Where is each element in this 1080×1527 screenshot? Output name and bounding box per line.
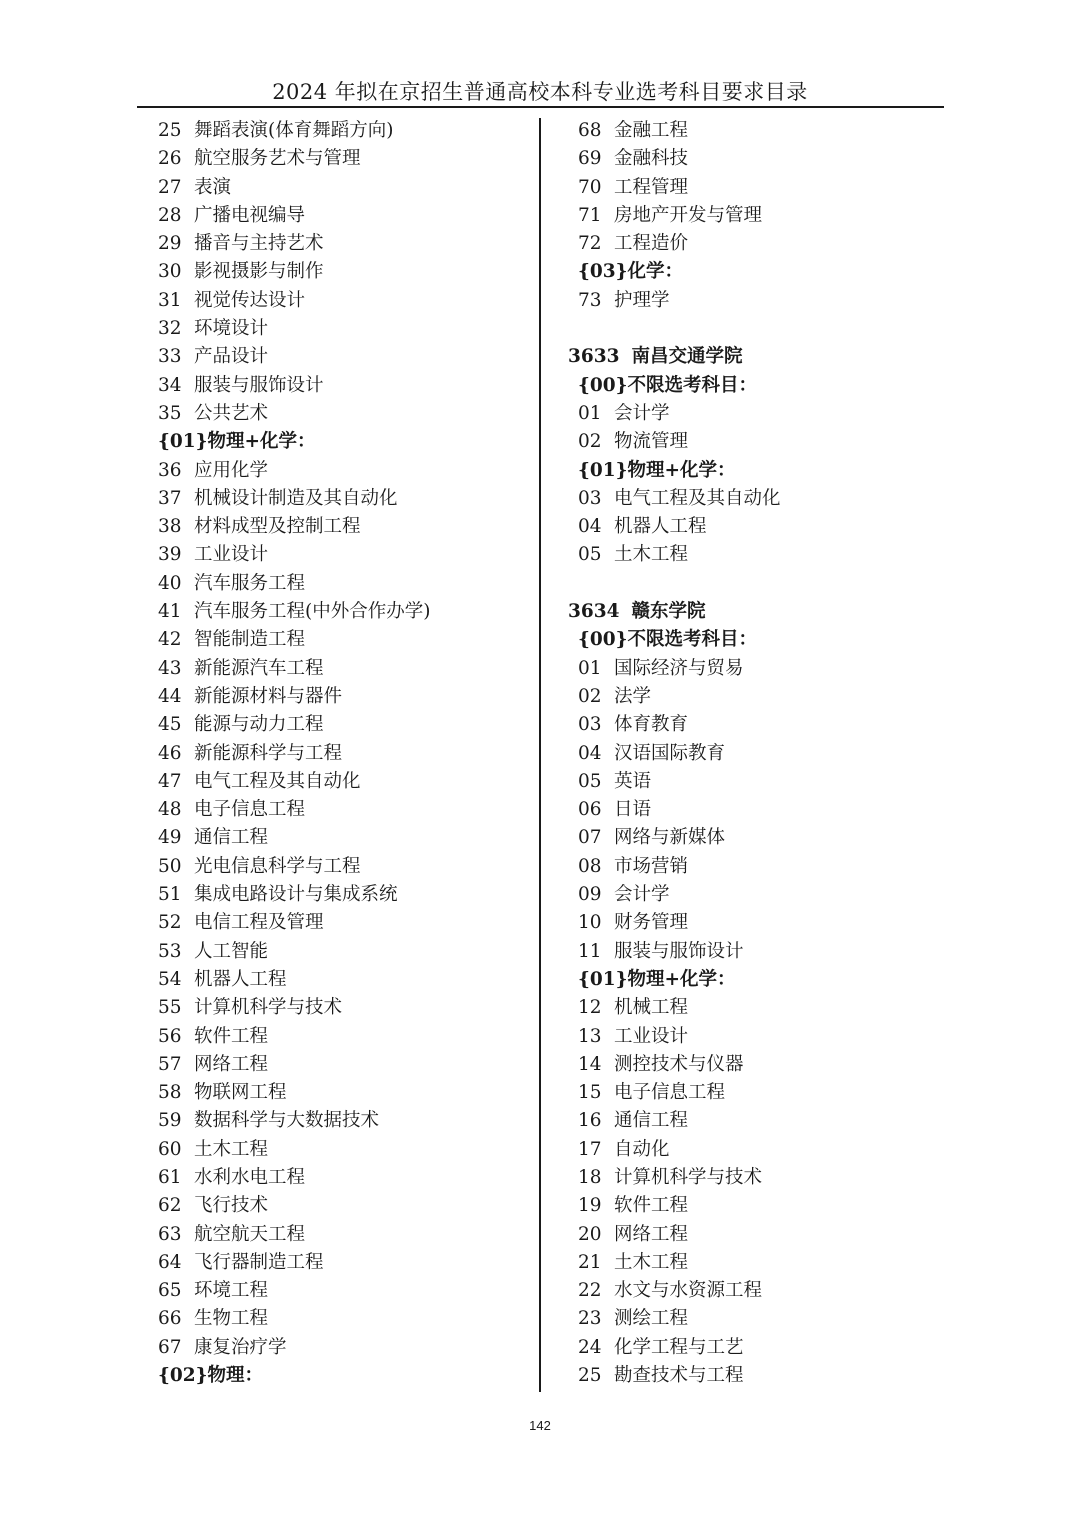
major-name: 电气工程及其自动化 — [614, 487, 781, 509]
major-item — [158, 174, 430, 202]
major-number: 17 — [578, 1138, 602, 1160]
major-name: 软件工程 — [194, 1025, 269, 1047]
major-item — [568, 1023, 781, 1051]
major-number: 26 — [158, 148, 182, 170]
school-name: 赣东学院 — [631, 601, 706, 623]
major-item — [568, 1277, 781, 1305]
major-name: 计算机科学与技术 — [194, 997, 343, 1019]
major-item — [158, 655, 430, 683]
major-number: 04 — [578, 742, 602, 764]
major-name: 播音与主持艺术 — [194, 233, 324, 255]
major-item — [158, 881, 430, 909]
spacer — [568, 315, 781, 343]
major-number: 63 — [158, 1223, 182, 1245]
major-name: 环境工程 — [194, 1280, 269, 1302]
major-item — [158, 796, 430, 824]
major-number: 72 — [578, 233, 602, 255]
major-item — [568, 1107, 781, 1135]
major-item — [158, 372, 430, 400]
major-item — [568, 1079, 781, 1107]
major-name: 财务管理 — [614, 912, 689, 934]
major-item — [568, 1334, 781, 1362]
major-number: 38 — [158, 516, 182, 538]
major-number: 20 — [578, 1223, 602, 1245]
major-item — [568, 117, 781, 145]
major-item — [568, 287, 781, 315]
major-name: 化学工程与工艺 — [614, 1336, 744, 1358]
major-name: 英语 — [614, 770, 652, 792]
major-name: 金融工程 — [614, 120, 689, 141]
major-number: 18 — [578, 1166, 602, 1188]
major-name: 广播电视编导 — [194, 204, 306, 226]
major-number: 50 — [158, 855, 182, 877]
major-name: 视觉传达设计 — [194, 289, 306, 311]
major-number: 31 — [158, 289, 182, 311]
major-name: 生物工程 — [194, 1308, 269, 1330]
left-column — [158, 117, 430, 1390]
major-number: 05 — [578, 770, 602, 792]
major-item — [568, 938, 781, 966]
major-number: 29 — [158, 233, 182, 255]
major-number: 62 — [158, 1195, 182, 1217]
major-name: 汽车服务工程 — [194, 572, 306, 594]
major-name: 工程管理 — [614, 176, 689, 198]
page-header-title: 2024 年拟在京招生普通高校本科专业选考科目要求目录 — [272, 80, 808, 104]
major-number: 39 — [158, 544, 182, 566]
major-number: 45 — [158, 714, 182, 736]
major-number: 52 — [158, 912, 182, 934]
major-name: 飞行器制造工程 — [194, 1251, 324, 1273]
major-name: 通信工程 — [614, 1110, 689, 1132]
major-number: 08 — [578, 855, 602, 877]
major-number: 03 — [578, 487, 602, 509]
major-name: 集成电路设计与集成系统 — [194, 884, 398, 906]
major-item — [568, 541, 781, 569]
major-name: 电信工程及管理 — [194, 912, 324, 934]
major-item — [568, 1362, 781, 1390]
major-number: 61 — [158, 1166, 182, 1188]
major-name: 舞蹈表演(体育舞蹈方向) — [194, 120, 394, 141]
major-item — [568, 202, 781, 230]
major-name: 会计学 — [614, 402, 670, 424]
major-name: 测控技术与仪器 — [614, 1053, 744, 1075]
major-number: 15 — [578, 1082, 602, 1104]
major-item — [568, 1136, 781, 1164]
major-number: 04 — [578, 516, 602, 538]
major-item — [158, 287, 430, 315]
major-item — [568, 768, 781, 796]
major-item — [158, 541, 430, 569]
major-name: 产品设计 — [194, 346, 269, 368]
major-name: 工业设计 — [194, 544, 269, 566]
major-item — [568, 683, 781, 711]
major-number: 64 — [158, 1251, 182, 1273]
major-item — [568, 1305, 781, 1333]
major-item — [158, 258, 430, 286]
major-name: 航空服务艺术与管理 — [194, 148, 361, 170]
major-number: 60 — [158, 1138, 182, 1160]
column-divider — [539, 118, 541, 1392]
major-item — [158, 966, 430, 994]
major-item — [158, 230, 430, 258]
major-name: 新能源汽车工程 — [194, 657, 324, 679]
major-name: 软件工程 — [614, 1195, 689, 1217]
major-number: 09 — [578, 884, 602, 906]
major-item — [158, 768, 430, 796]
major-number: 35 — [158, 402, 182, 424]
major-item — [568, 881, 781, 909]
major-name: 勘查技术与工程 — [614, 1365, 744, 1387]
major-name: 数据科学与大数据技术 — [194, 1110, 380, 1132]
major-number: 49 — [158, 827, 182, 849]
major-number: 25 — [578, 1365, 602, 1387]
major-item — [568, 711, 781, 739]
major-name: 水利水电工程 — [194, 1166, 306, 1188]
major-item — [158, 1023, 430, 1051]
major-name: 电气工程及其自动化 — [194, 770, 361, 792]
major-number: 12 — [578, 997, 602, 1019]
major-number: 56 — [158, 1025, 182, 1047]
major-name: 机械工程 — [614, 997, 689, 1019]
major-name: 智能制造工程 — [194, 629, 306, 651]
major-name: 影视摄影与制作 — [194, 261, 324, 283]
major-name: 土木工程 — [194, 1138, 269, 1160]
major-name: 计算机科学与技术 — [614, 1166, 763, 1188]
major-item — [158, 1107, 430, 1135]
major-item — [158, 202, 430, 230]
major-number: 65 — [158, 1280, 182, 1302]
major-name: 应用化学 — [194, 459, 269, 481]
major-number: 71 — [578, 204, 602, 226]
major-name: 公共艺术 — [194, 402, 269, 424]
major-item — [158, 683, 430, 711]
major-item — [568, 909, 781, 937]
major-name: 汉语国际教育 — [614, 742, 726, 764]
major-name: 机械设计制造及其自动化 — [194, 487, 398, 509]
major-item — [568, 1051, 781, 1079]
major-name: 机器人工程 — [194, 968, 287, 990]
major-name: 测绘工程 — [614, 1308, 689, 1330]
major-number: 53 — [158, 940, 182, 962]
major-number: 27 — [158, 176, 182, 198]
major-name: 材料成型及控制工程 — [194, 516, 361, 538]
major-item — [568, 1164, 781, 1192]
major-name: 网络与新媒体 — [614, 827, 726, 849]
major-name: 飞行技术 — [194, 1195, 269, 1217]
major-item — [568, 655, 781, 683]
major-item — [158, 1192, 430, 1220]
major-item — [568, 174, 781, 202]
major-number: 02 — [578, 431, 602, 453]
major-name: 人工智能 — [194, 940, 269, 962]
major-number: 30 — [158, 261, 182, 283]
major-item — [568, 400, 781, 428]
major-item — [568, 740, 781, 768]
subject-requirement-heading: {02}物理： — [158, 1365, 264, 1387]
major-name: 光电信息科学与工程 — [194, 855, 361, 877]
subject-requirement-heading: {01}物理+化学： — [158, 431, 316, 453]
major-name: 工程造价 — [614, 233, 689, 255]
subject-requirement-heading: {01}物理+化学： — [578, 459, 736, 481]
major-number: 24 — [578, 1336, 602, 1358]
major-name: 通信工程 — [194, 827, 269, 849]
right-column — [568, 117, 781, 1390]
major-item — [158, 1249, 430, 1277]
major-number: 33 — [158, 346, 182, 368]
major-number: 37 — [158, 487, 182, 509]
subject-requirement-heading: {03}化学： — [578, 261, 684, 283]
major-number: 32 — [158, 318, 182, 340]
major-number: 68 — [578, 120, 602, 141]
major-name: 表演 — [194, 176, 232, 198]
major-name: 电子信息工程 — [614, 1082, 726, 1104]
major-number: 14 — [578, 1053, 602, 1075]
major-number: 47 — [158, 770, 182, 792]
major-item — [158, 117, 430, 145]
school-heading — [568, 598, 781, 626]
major-number: 55 — [158, 997, 182, 1019]
major-name: 自动化 — [614, 1138, 670, 1160]
major-name: 新能源材料与器件 — [194, 685, 343, 707]
major-item — [158, 1051, 430, 1079]
major-number: 07 — [578, 827, 602, 849]
major-name: 康复治疗学 — [194, 1336, 287, 1358]
major-name: 物流管理 — [614, 431, 689, 453]
major-item — [568, 994, 781, 1022]
major-name: 能源与动力工程 — [194, 714, 324, 736]
major-name: 法学 — [614, 685, 652, 707]
major-item — [158, 824, 430, 852]
major-number: 19 — [578, 1195, 602, 1217]
major-name: 会计学 — [614, 884, 670, 906]
major-item — [158, 994, 430, 1022]
major-number: 51 — [158, 884, 182, 906]
major-name: 网络工程 — [614, 1223, 689, 1245]
major-name: 网络工程 — [194, 1053, 269, 1075]
major-number: 28 — [158, 204, 182, 226]
major-name: 土木工程 — [614, 1251, 689, 1273]
major-name: 汽车服务工程(中外合作办学) — [194, 601, 431, 623]
major-number: 01 — [578, 402, 602, 424]
major-number: 02 — [578, 685, 602, 707]
major-name: 电子信息工程 — [194, 799, 306, 821]
major-name: 土木工程 — [614, 544, 689, 566]
school-heading — [568, 343, 781, 371]
major-number: 13 — [578, 1025, 602, 1047]
spacer — [568, 570, 781, 598]
major-number: 11 — [578, 940, 602, 962]
major-number: 06 — [578, 799, 602, 821]
major-name: 机器人工程 — [614, 516, 707, 538]
major-item — [568, 1221, 781, 1249]
major-number: 10 — [578, 912, 602, 934]
major-item — [158, 740, 430, 768]
major-number: 54 — [158, 968, 182, 990]
major-number: 48 — [158, 799, 182, 821]
major-number: 59 — [158, 1110, 182, 1132]
major-name: 金融科技 — [614, 148, 689, 170]
major-item — [158, 1305, 430, 1333]
subject-requirement-heading: {01}物理+化学： — [578, 968, 736, 990]
major-item — [568, 1192, 781, 1220]
major-item — [158, 485, 430, 513]
major-name: 物联网工程 — [194, 1082, 287, 1104]
major-number: 67 — [158, 1336, 182, 1358]
subject-requirement-heading: {00}不限选考科目： — [578, 374, 758, 396]
major-number: 58 — [158, 1082, 182, 1104]
major-name: 新能源科学与工程 — [194, 742, 343, 764]
major-item — [568, 428, 781, 456]
school-code: 3633 — [568, 346, 620, 368]
major-item — [568, 824, 781, 852]
major-number: 43 — [158, 657, 182, 679]
major-item — [568, 853, 781, 881]
major-name: 环境设计 — [194, 318, 269, 340]
major-item — [158, 1164, 430, 1192]
major-item — [158, 343, 430, 371]
major-name: 服装与服饰设计 — [194, 374, 324, 396]
major-item — [568, 485, 781, 513]
major-item — [158, 853, 430, 881]
major-name: 市场营销 — [614, 855, 689, 877]
major-name: 水文与水资源工程 — [614, 1280, 763, 1302]
major-item — [158, 909, 430, 937]
major-item — [568, 145, 781, 173]
major-name: 房地产开发与管理 — [614, 204, 763, 226]
major-item — [158, 145, 430, 173]
school-name: 南昌交通学院 — [631, 346, 743, 368]
major-name: 工业设计 — [614, 1025, 689, 1047]
major-number: 01 — [578, 657, 602, 679]
major-name: 体育教育 — [614, 714, 689, 736]
major-number: 36 — [158, 459, 182, 481]
major-number: 21 — [578, 1251, 602, 1273]
major-number: 34 — [158, 374, 182, 396]
major-item — [568, 796, 781, 824]
major-number: 70 — [578, 176, 602, 198]
school-code: 3634 — [568, 601, 620, 623]
major-number: 05 — [578, 544, 602, 566]
major-number: 66 — [158, 1308, 182, 1330]
major-name: 国际经济与贸易 — [614, 657, 744, 679]
major-item — [158, 1079, 430, 1107]
major-number: 42 — [158, 629, 182, 651]
header-rule — [137, 106, 944, 108]
major-item — [158, 457, 430, 485]
major-number: 23 — [578, 1308, 602, 1330]
subject-requirement-heading: {00}不限选考科目： — [578, 629, 758, 651]
major-item — [158, 598, 430, 626]
major-number: 69 — [578, 148, 602, 170]
major-name: 服装与服饰设计 — [614, 940, 744, 962]
major-name: 护理学 — [614, 289, 670, 311]
major-number: 40 — [158, 572, 182, 594]
major-number: 16 — [578, 1110, 602, 1132]
major-number: 44 — [158, 685, 182, 707]
major-item — [158, 315, 430, 343]
major-number: 57 — [158, 1053, 182, 1075]
major-item — [158, 570, 430, 598]
major-item — [158, 938, 430, 966]
major-name: 航空航天工程 — [194, 1223, 306, 1245]
major-number: 22 — [578, 1280, 602, 1302]
major-number: 73 — [578, 289, 602, 311]
major-item — [158, 1277, 430, 1305]
major-number: 03 — [578, 714, 602, 736]
major-number: 46 — [158, 742, 182, 764]
major-item — [158, 1136, 430, 1164]
major-number: 41 — [158, 601, 182, 623]
major-item — [568, 513, 781, 541]
major-item — [158, 513, 430, 541]
major-item — [158, 400, 430, 428]
major-number: 25 — [158, 120, 182, 141]
major-name: 日语 — [614, 799, 652, 821]
page-number: 142 — [529, 1418, 551, 1433]
major-item — [568, 1249, 781, 1277]
major-item — [158, 1221, 430, 1249]
major-item — [158, 1334, 430, 1362]
major-item — [158, 626, 430, 654]
major-item — [158, 711, 430, 739]
major-item — [568, 230, 781, 258]
